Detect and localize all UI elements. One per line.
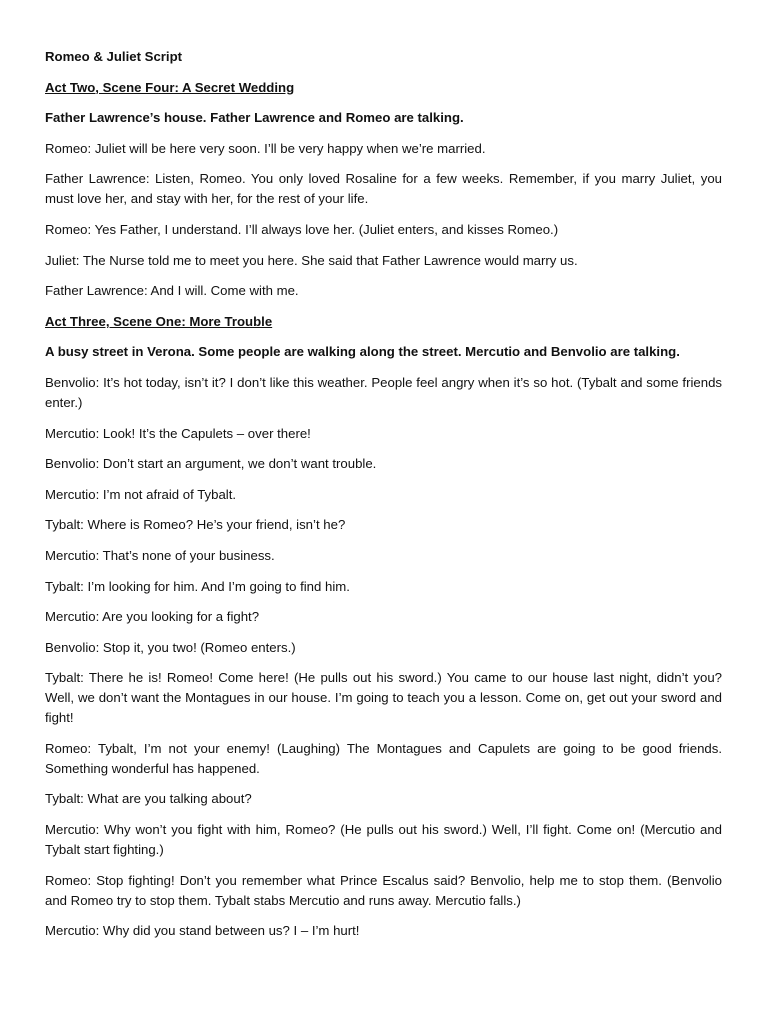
stage-direction: A busy street in Verona. Some people are walking along the street. Mercutio and Benvolio are talking. [45, 344, 680, 360]
dialogue-line: Tybalt: What are you talking about? [45, 791, 252, 807]
dialogue-line: Mercutio: Why won’t you fight with him, Romeo? (He pulls out his sword.) Well, I’ll fight. Come on! (Mercutio and Tybalt start fighting.) [45, 822, 722, 858]
dialogue-line: Juliet: The Nurse told me to meet you here. She said that Father Lawrence would marry us. [45, 252, 578, 268]
dialogue-line: Tybalt: Where is Romeo? He’s your friend, isn’t he? [45, 517, 346, 533]
dialogue-line: Romeo: Yes Father, I understand. I’ll always love her. (Juliet enters, and kisses Romeo.) [45, 221, 559, 237]
dialogue-line: Mercutio: I’m not afraid of Tybalt. [45, 486, 237, 502]
dialogue-line: Romeo: Juliet will be here very soon. I’ll be very happy when we’re married. [45, 140, 486, 156]
dialogue-line: Benvolio: It’s hot today, isn’t it? I don’t like this weather. People feel angry when it’s so hot. (Tybalt and some friends enter.) [45, 374, 722, 410]
dialogue-line: Benvolio: Stop it, you two! (Romeo enters.) [45, 639, 296, 655]
dialogue-line: Mercutio: That’s none of your business. [45, 547, 275, 563]
dialogue-line: Romeo: Stop fighting! Don’t you remember what Prince Escalus said? Benvolio, help me to stop them. (Benvolio and Romeo try to stop them. Tybalt stabs Mercutio and runs away. Mercutio falls.) [45, 872, 722, 908]
scene-heading: Act Two, Scene Four: A Secret Wedding [45, 79, 295, 95]
scene-heading: Act Three, Scene One: More Trouble [45, 313, 273, 329]
dialogue-line: Father Lawrence: Listen, Romeo. You only loved Rosaline for a few weeks. Remember, if you marry Juliet, you must love her, and stay with her, for the rest of your life. [45, 171, 722, 207]
stage-direction: Father Lawrence’s house. Father Lawrence and Romeo are talking. [45, 110, 464, 126]
dialogue-line: Tybalt: There he is! Romeo! Come here! (He pulls out his sword.) You came to our house last night, didn’t you? Well, we don’t want the Montagues in our house. I’m going to teach you a lesson. Come on, get out your sword and fight! [45, 670, 722, 726]
document-title: Romeo & Juliet Script [45, 49, 183, 64]
dialogue-line: Tybalt: I’m looking for him. And I’m going to find him. [45, 578, 350, 594]
dialogue-line: Romeo: Tybalt, I’m not your enemy! (Laughing) The Montagues and Capulets are going to be good friends. Something wonderful has happened. [45, 740, 722, 776]
dialogue-line: Mercutio: Are you looking for a fight? [45, 609, 260, 625]
dialogue-line: Mercutio: Why did you stand between us? I – I’m hurt! [45, 923, 360, 939]
document-page [45, 47, 722, 952]
dialogue-line: Benvolio: Don’t start an argument, we don’t want trouble. [45, 456, 377, 472]
dialogue-line: Father Lawrence: And I will. Come with me. [45, 283, 299, 299]
dialogue-line: Mercutio: Look! It’s the Capulets – over there! [45, 425, 311, 441]
